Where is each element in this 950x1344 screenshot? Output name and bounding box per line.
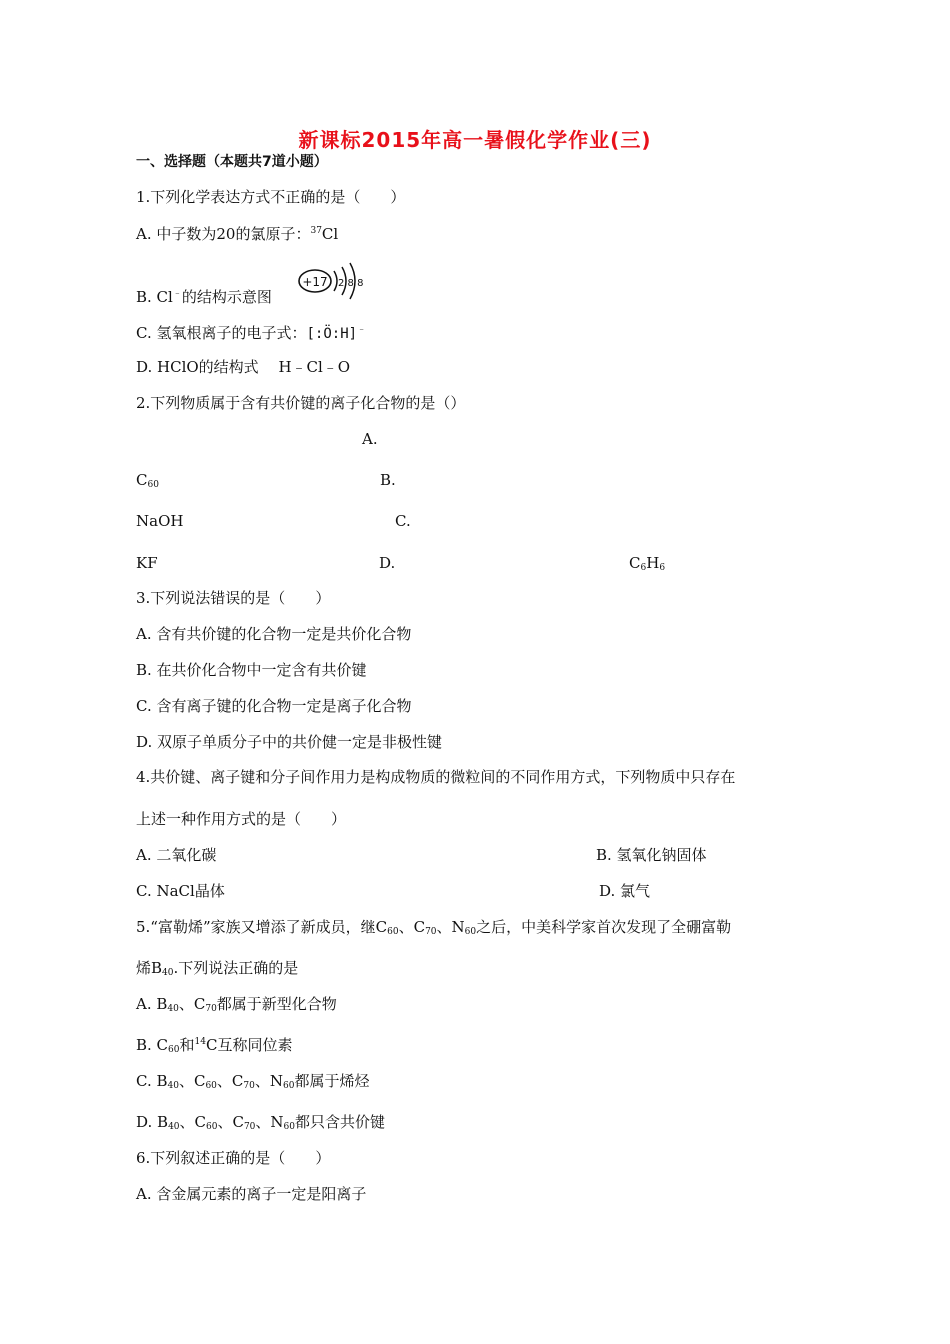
- q3-option-b: B. 在共价化合物中一定含有共价键: [136, 661, 367, 679]
- q1-stem: 1.下列化学表达方式不正确的是（ ）: [136, 188, 406, 206]
- q5-stem-line2: 烯$B_{40}$.下列说法正确的是: [136, 959, 299, 978]
- q3-option-d: D. 双原子单质分子中的共价健一定是非极性键: [136, 733, 443, 751]
- q2-option-d-label: D.: [379, 554, 396, 572]
- q5-stem-line1: 5.“富勒烯”家族又增添了新成员，继$C_{60}$、$C_{70}$、$N_{60}$之后，中美科学家首次发现了全硼富勒: [136, 918, 732, 937]
- q3-option-c: C. 含有离子键的化合物一定是离子化合物: [136, 697, 412, 715]
- q1-option-d: D. HClO的结构式 H﹣Cl﹣O: [136, 358, 351, 376]
- q2-option-c-value: KF: [136, 554, 158, 572]
- q6-stem: 6.下列叙述正确的是（ ）: [136, 1149, 331, 1167]
- shell-electrons: 2 8 8: [338, 278, 364, 289]
- q1-option-b: B. Cl﹣的结构示意图: [136, 288, 272, 306]
- q4-stem-line1: 4.共价键、离子键和分子间作用力是构成物质的微粒间的不同作用方式，下列物质中只存在: [136, 768, 736, 786]
- q2-option-c-label: C.: [395, 512, 411, 530]
- q5-option-c: C. $B_{40}$、$C_{60}$、$C_{70}$、$N_{60}$都属于烯烃: [136, 1072, 370, 1091]
- q2-stem: 2.下列物质属于含有共价键的离子化合物的是（）: [136, 394, 466, 412]
- q4-stem-line2: 上述一种作用方式的是（ ）: [136, 810, 347, 828]
- q2-option-b-label: B.: [380, 471, 396, 489]
- q3-stem: 3.下列说法错误的是（ ）: [136, 589, 331, 607]
- q5-option-b: B. $C_{60}$和$^{14}$C互称同位素: [136, 1036, 293, 1055]
- q6-option-a: A. 含金属元素的离子一定是阳离子: [136, 1185, 367, 1203]
- q1-option-c: C. 氢氧根离子的电子式：[:Ö:H]﹣: [136, 324, 367, 342]
- q4-option-d: D. 氯气: [599, 882, 651, 900]
- shell-arc-1: [334, 271, 337, 291]
- q4-option-a: A. 二氧化碳: [136, 846, 217, 864]
- q5-option-a: A. $B_{40}$、$C_{70}$都属于新型化合物: [136, 995, 337, 1014]
- q2-option-d-value: $C_6H_6$: [629, 554, 666, 573]
- nucleus-charge: +17: [302, 275, 328, 289]
- page-title: 新课标2015年高一暑假化学作业(三): [298, 128, 652, 152]
- q4-option-b: B. 氢氧化钠固体: [596, 846, 707, 864]
- chlorine-ion-structure-diagram: [296, 259, 368, 303]
- q1-option-a: A. 中子数为20的氯原子：$^{37}$Cl: [136, 225, 339, 243]
- q2-option-a-value: $C_{60}$: [136, 471, 159, 490]
- q2-option-b-value: NaOH: [136, 512, 184, 530]
- q2-option-a-label: A.: [362, 430, 378, 448]
- q5-option-d: D. $B_{40}$、$C_{60}$、$C_{70}$、$N_{60}$都只含共价键: [136, 1113, 385, 1132]
- q3-option-a: A. 含有共价键的化合物一定是共价化合物: [136, 625, 412, 643]
- section-heading: 一、选择题（本题共7道小题）: [136, 154, 328, 170]
- q4-option-c: C. NaCl晶体: [136, 882, 225, 900]
